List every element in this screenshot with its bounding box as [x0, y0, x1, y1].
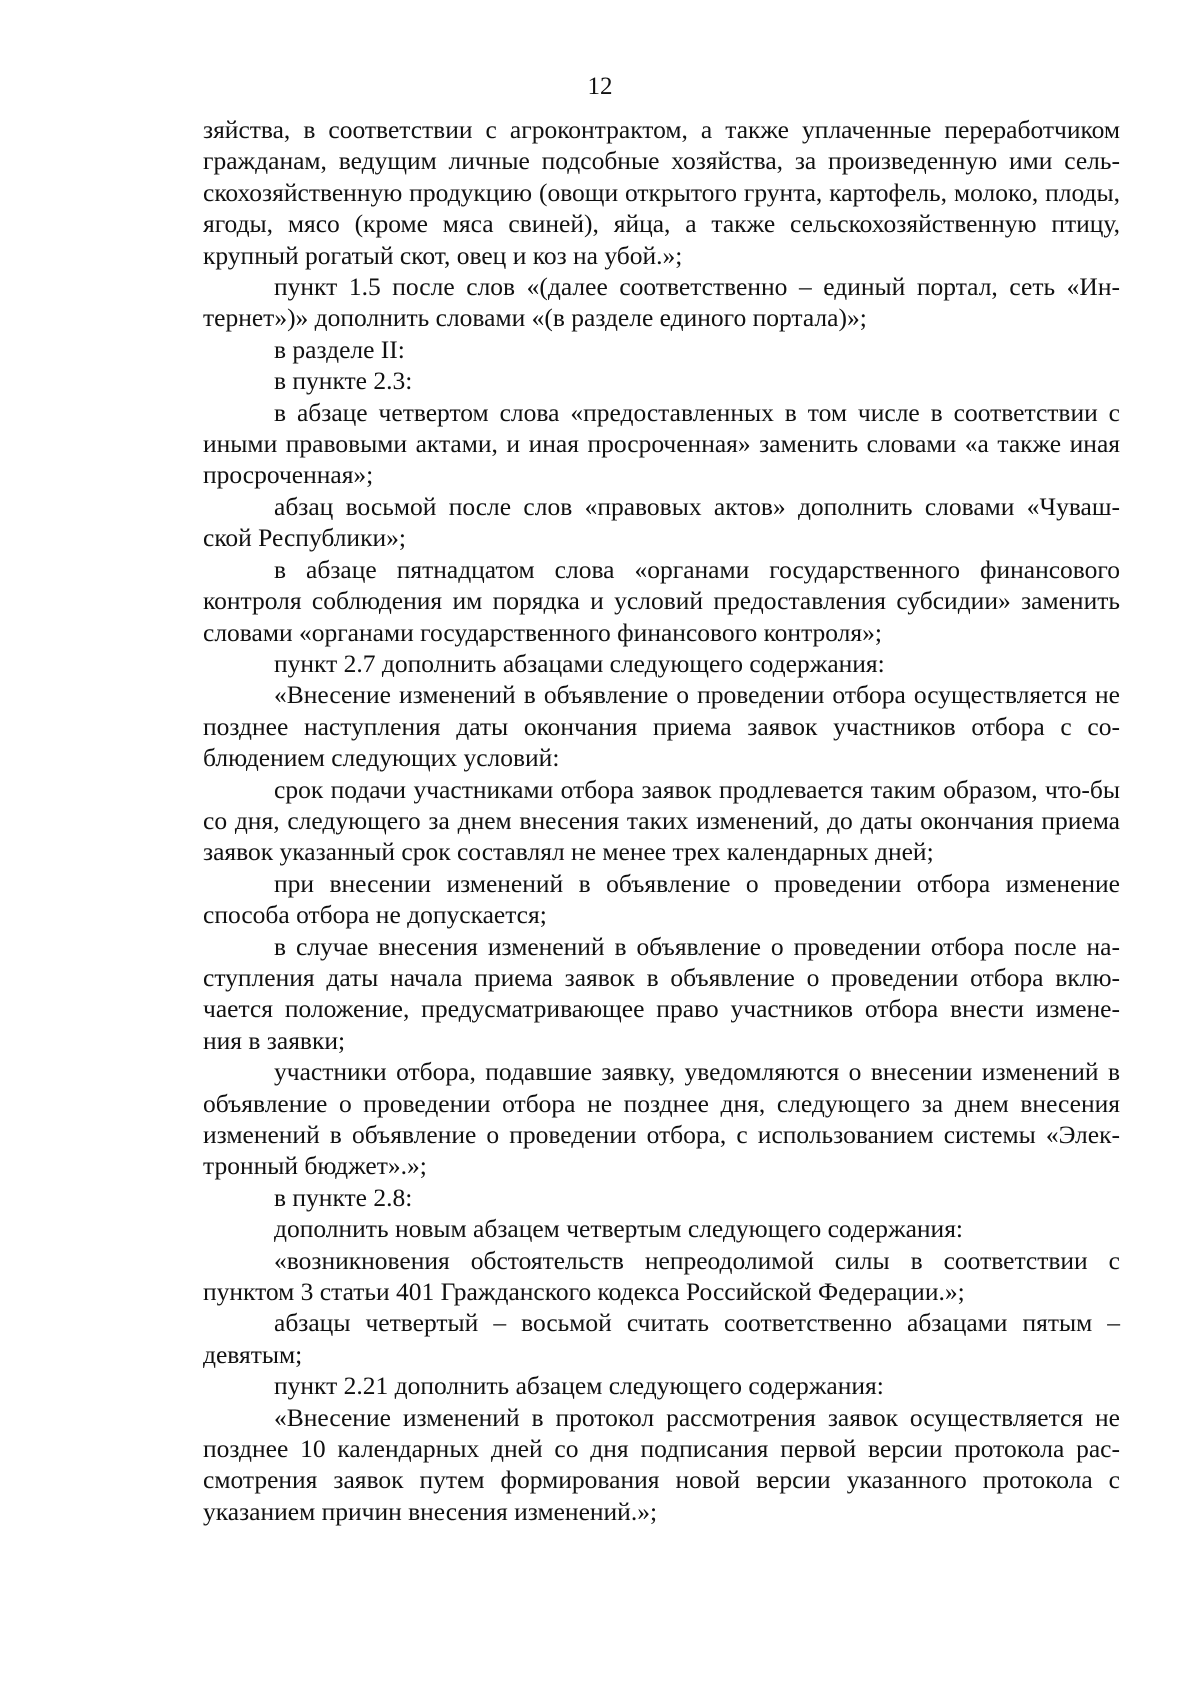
paragraph: участники отбора, подавшие заявку, уведомляются о внесении изменений в объявление о проведении отбора не позднее дня, следующего за днем внесения изменений в объявление о проведении отбора, с использованием системы «Элек-тронный бюджет».»; [203, 1057, 1120, 1181]
paragraph: в разделе II: [274, 334, 405, 364]
paragraph: пункт 1.5 после слов «(далее соответственно – единый портал, сеть «Ин-тернет»)» дополнить словами «(в разделе единого портала)»; [203, 272, 1120, 333]
paragraph: срок подачи участниками отбора заявок продлевается таким образом, что-бы со дня, следующего за днем внесения таких изменений, до даты окончания приема заявок указанный срок составлял не менее трех календарных дней; [203, 774, 1120, 867]
paragraph: зяйства, в соответствии с агроконтрактом, а также уплаченные переработчиком гражданам, ведущим личные подсобные хозяйства, за произведенную ими сель-скохозяйственную продукцию (овощи открытого грунта, картофель, молоко, плоды, ягоды, мясо (кроме мяса свиней), яйца, а также сельскохозяйственную птицу, крупный рогатый скот, овец и коз на убой.»; [203, 115, 1120, 270]
paragraph: абзацы четвертый – восьмой считать соответственно абзацами пятым – девятым; [203, 1308, 1120, 1369]
paragraph: в пункте 2.3: [274, 366, 413, 396]
page-number: 12 [587, 73, 613, 100]
paragraph: «возникновения обстоятельств непреодолимой силы в соответствии с пунктом 3 статьи 401 Гражданского кодекса Российской Федерации.»; [203, 1245, 1120, 1307]
paragraph: в абзаце четвертом слова «предоставленных в том числе в соответствии с иными правовыми актами, и иная просроченная» заменить словами «а также иная просроченная»; [203, 397, 1120, 490]
document-body [203, 114, 1120, 1527]
paragraph: пункт 2.7 дополнить абзацами следующего содержания: [274, 648, 885, 678]
paragraph: при внесении изменений в объявление о проведении отбора изменение способа отбора не допускается; [203, 868, 1120, 930]
paragraph: дополнить новым абзацем четвертым следующего содержания: [274, 1214, 964, 1244]
paragraph: пункт 2.21 дополнить абзацем следующего содержания: [274, 1371, 884, 1401]
paragraph: «Внесение изменений в объявление о проведении отбора осуществляется не позднее наступления даты окончания приема заявок участников отбора с со-блюдением следующих условий: [203, 680, 1120, 773]
paragraph: в случае внесения изменений в объявление о проведении отбора после на-ступления даты начала приема заявок в объявление о проведении отбора вклю-чается положение, предусматривающее право участников отбора внести измене-ния в заявки; [203, 931, 1120, 1055]
paragraph: абзац восьмой после слов «правовых актов» дополнить словами «Чуваш-ской Республики»; [203, 491, 1120, 553]
paragraph: «Внесение изменений в протокол рассмотрения заявок осуществляется не позднее 10 календарных дней со дня подписания первой версии протокола рас-смотрения заявок путем формирования новой версии указанного протокола с указанием причин внесения изменений.»; [203, 1402, 1120, 1526]
paragraph: в пункте 2.8: [274, 1182, 413, 1212]
paragraph: в абзаце пятнадцатом слова «органами государственного финансового контроля соблюдения им порядка и условий предоставления субсидии» заменить словами «органами государственного финансового контроля»; [203, 554, 1120, 647]
